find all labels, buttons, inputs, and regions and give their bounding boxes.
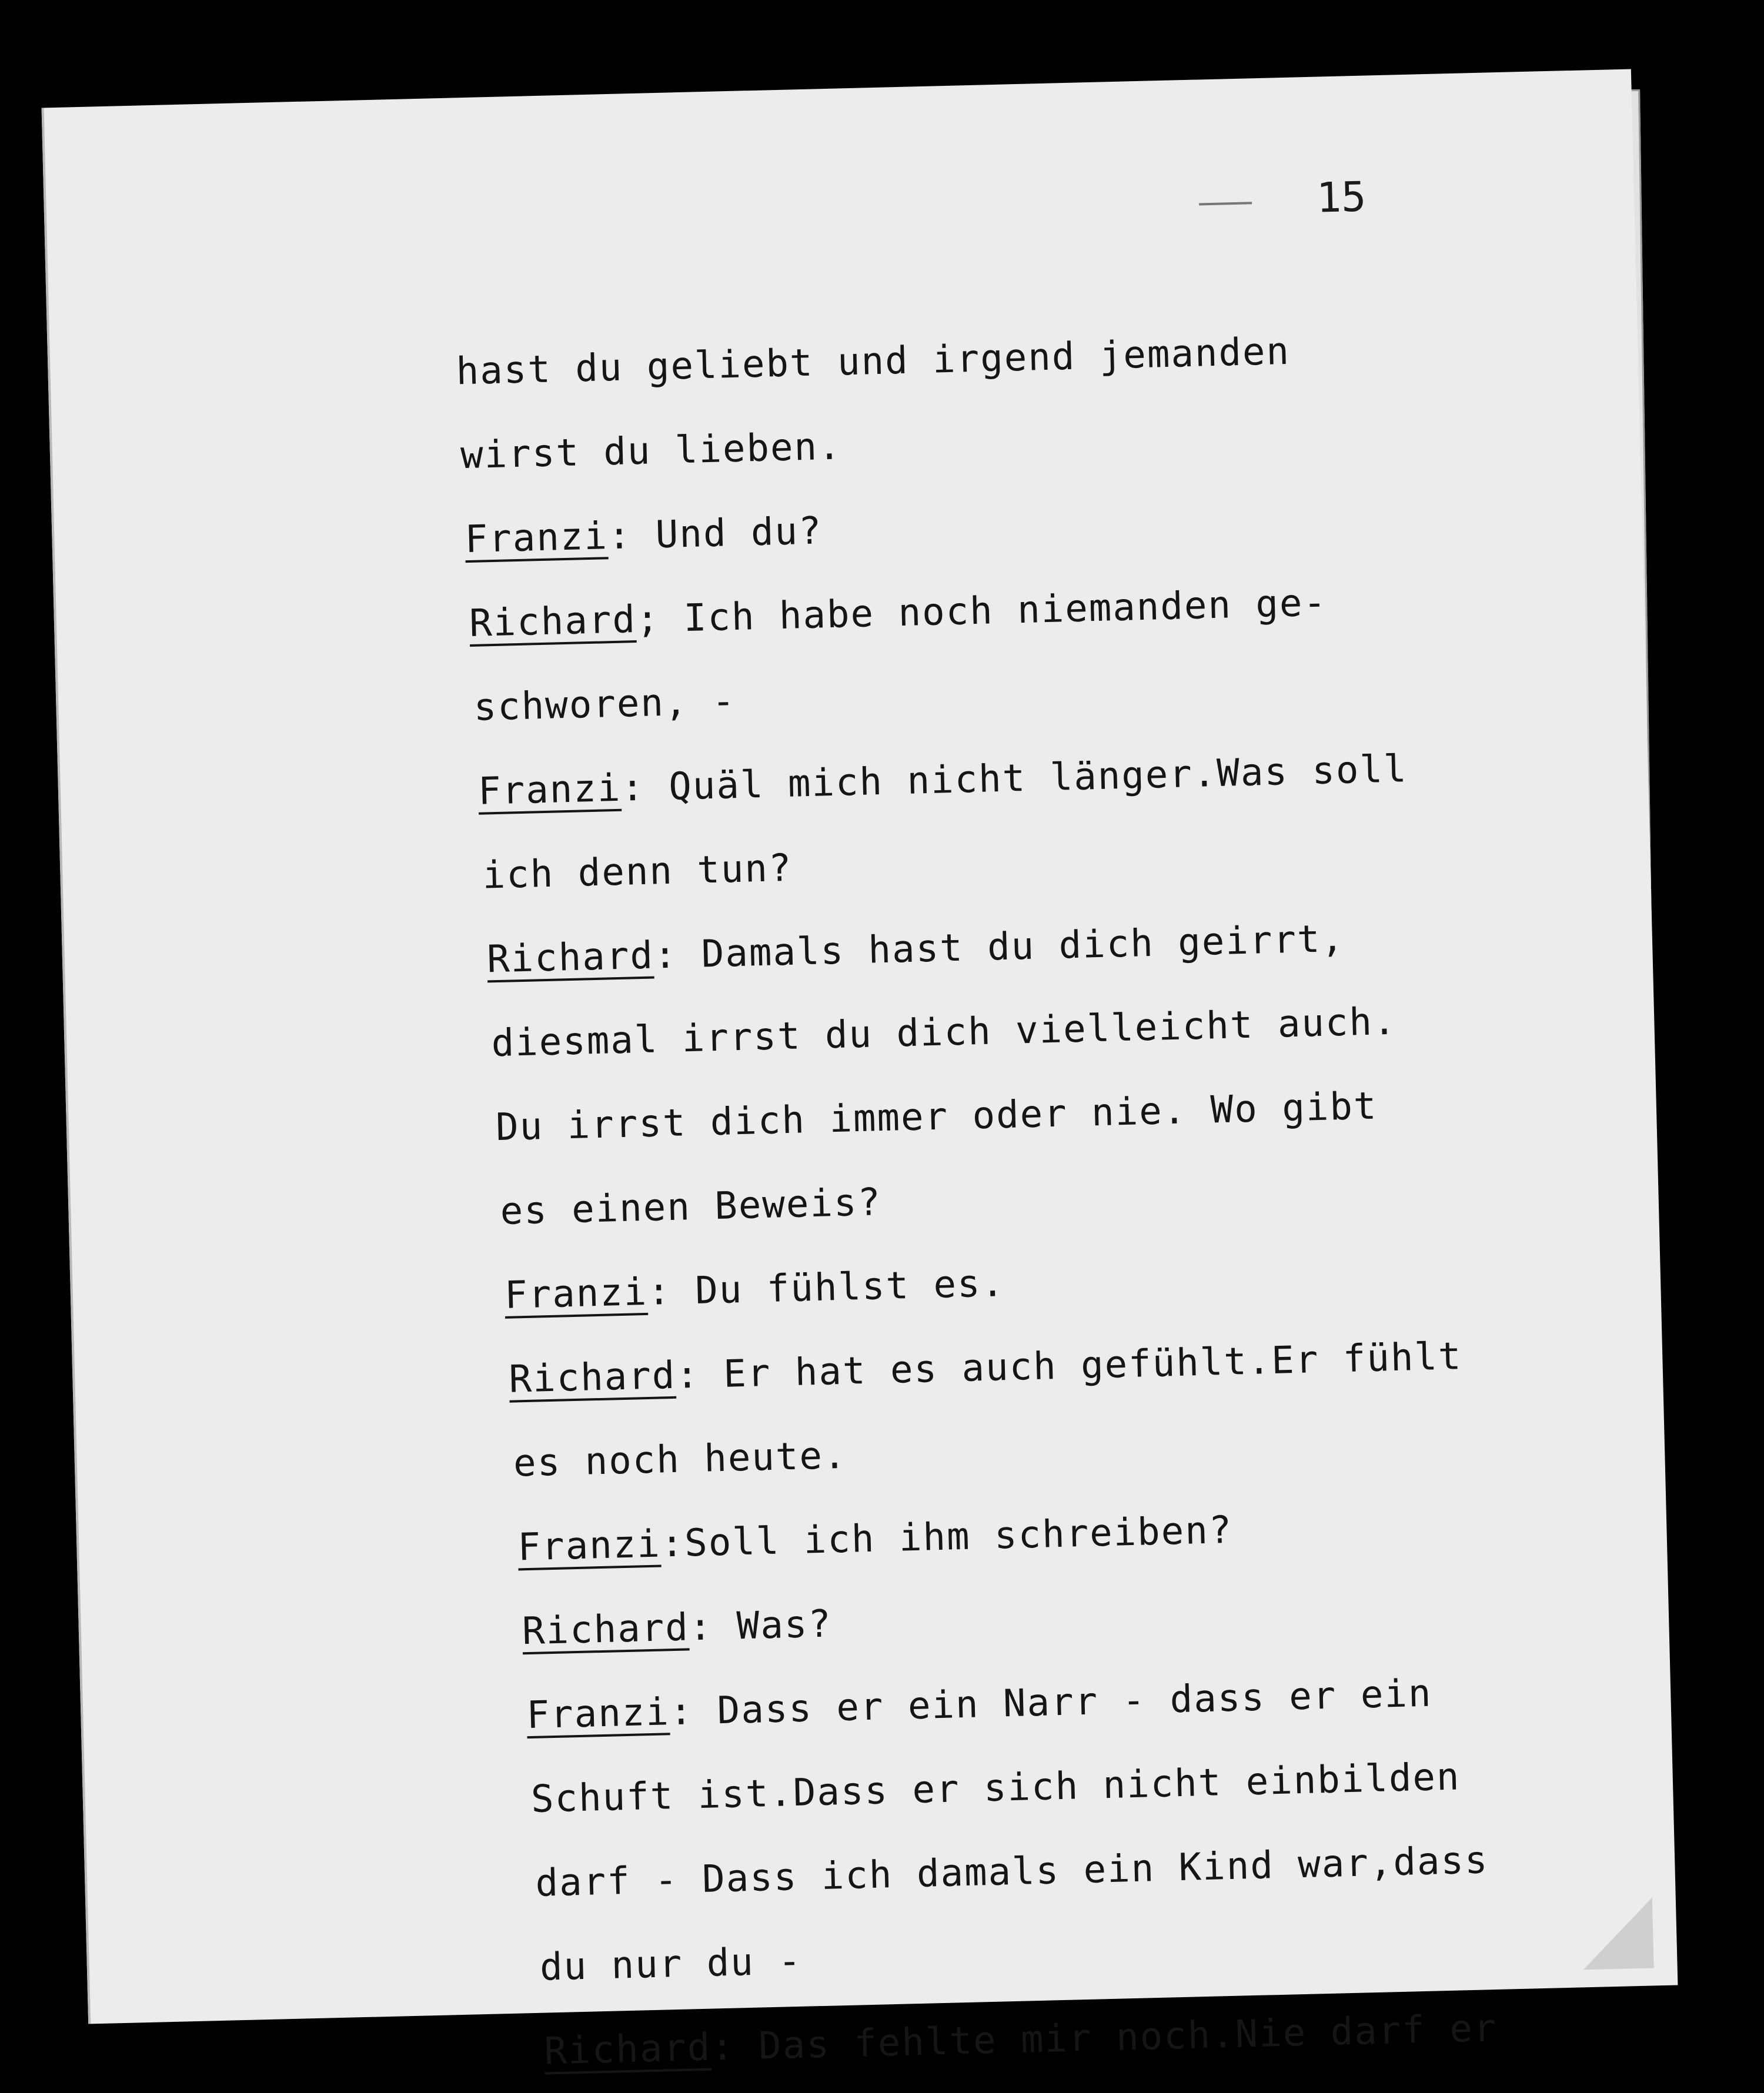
line-text: : Damals hast du dich geirrt, [653, 917, 1345, 978]
speaker-name: Richard [469, 598, 637, 646]
line-text: ich denn tun? [482, 846, 793, 898]
speaker-name: Richard [486, 934, 654, 982]
typewritten-page [42, 69, 1678, 2074]
speaker-name: Richard [508, 1353, 677, 1402]
script-text [455, 303, 1615, 2093]
speaker-name: Franzi [517, 1522, 662, 1570]
line-text: diesmal irrst du dich vielleicht auch. [490, 999, 1398, 1066]
line-text: : Quäl mich nicht länger.Was soll [620, 747, 1408, 810]
page-number: 15 [1315, 172, 1367, 222]
speaker-name: Franzi [477, 766, 622, 814]
line-text: es einen Beweis? [499, 1181, 882, 1234]
line-text: Du irrst dich immer oder nie. Wo gibt [495, 1084, 1378, 1150]
folded-corner [1582, 1898, 1654, 1970]
line-text: : Dass er ein Narr - dass er ein [669, 1671, 1433, 1734]
line-text: : Was? [688, 1602, 833, 1650]
speaker-name: Franzi [526, 1690, 670, 1738]
speaker-name: Richard [522, 1606, 690, 1654]
speaker-name: Franzi [504, 1270, 649, 1318]
line-text: Schuft ist.Dass er sich nicht einbilden [530, 1755, 1461, 1822]
line-text: : Du fühlst es. [647, 1262, 1005, 1314]
page-number-dash [1199, 202, 1252, 205]
line-text: wirst du lieben. [460, 424, 843, 478]
line-text: ; Ich habe noch niemanden ge- [635, 581, 1328, 642]
line-text: du nur du - [539, 1939, 803, 1990]
speaker-name: Richard [543, 2025, 712, 2074]
line-text: : Das fehlte mir noch.Nie darf er [710, 2007, 1498, 2069]
line-text: : Er hat es auch gefühlt.Er fühlt [675, 1335, 1463, 1397]
line-text: es noch heute. [513, 1433, 848, 1486]
speaker-name: Franzi [464, 514, 609, 562]
line-text: : Und du? [607, 509, 823, 559]
line-text: :Soll ich ihm schreiben? [660, 1508, 1234, 1566]
line-text: hast du geliebt und irgend jemanden [455, 329, 1291, 394]
line-text: schworen, - [473, 679, 737, 730]
line-text: darf - Dass ich damals ein Kind war,dass [534, 1838, 1489, 1905]
